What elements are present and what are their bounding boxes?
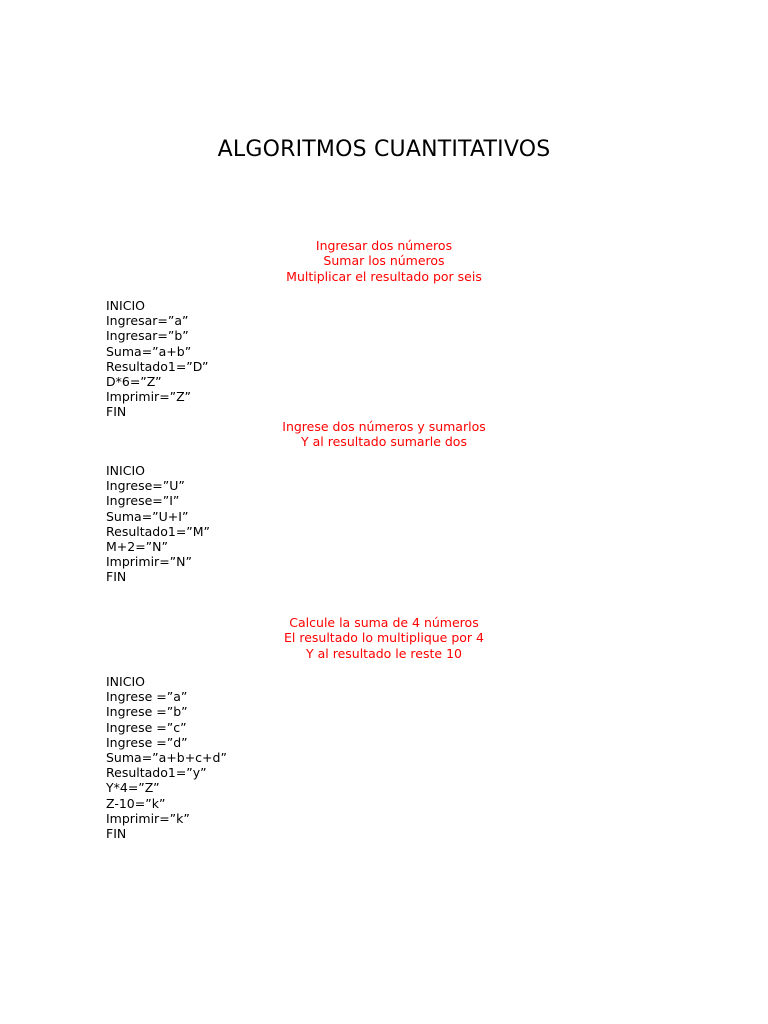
algorithm-line: Ingrese =”c”	[106, 719, 187, 735]
prompt-line: Calcule la suma de 4 números	[289, 615, 479, 630]
prompt-line: Y al resultado le reste 10	[306, 645, 462, 661]
algorithm-line: INICIO	[106, 298, 145, 313]
algorithm-line: Imprimir=”Z”	[106, 389, 191, 405]
algorithm-line: Resultado1=”y”	[106, 765, 207, 781]
section-1-prompt	[0, 238, 768, 284]
section-2-prompt	[0, 419, 768, 450]
section-3-algorithm	[106, 674, 227, 841]
prompt-line: Ingresar dos números	[315, 238, 453, 253]
algorithm-line: Imprimir=”k”	[106, 810, 190, 826]
prompt-line: Y al resultado sumarle dos	[301, 434, 467, 450]
algorithm-line: FIN	[106, 826, 127, 842]
section-2-algorithm	[106, 463, 210, 585]
algorithm-line: INICIO	[106, 674, 145, 689]
algorithm-line: Suma=”a+b”	[106, 343, 192, 359]
algorithm-line: Z-10=”k”	[106, 795, 166, 811]
algorithm-line: Resultado1=”M”	[106, 523, 211, 539]
algorithm-line: Imprimir=”N”	[106, 554, 192, 570]
algorithm-line: INICIO	[106, 463, 145, 478]
algorithm-line: FIN	[106, 404, 127, 420]
section-1-algorithm	[106, 298, 209, 420]
algorithm-line: Ingresar=”b”	[106, 328, 189, 344]
algorithm-line: Ingresar=”a”	[106, 313, 189, 329]
algorithm-line: Resultado1=”D”	[106, 358, 209, 374]
algorithm-line: Ingrese=”I”	[106, 493, 180, 509]
prompt-line: Multiplicar el resultado por seis	[286, 268, 482, 284]
algorithm-line: Ingrese=”U”	[106, 478, 185, 494]
algorithm-line: D*6=”Z”	[106, 374, 162, 390]
algorithm-line: M+2=”N”	[106, 539, 168, 555]
prompt-line: Ingrese dos números y sumarlos	[282, 419, 486, 434]
prompt-line: Sumar los números	[323, 253, 445, 269]
algorithm-line: FIN	[106, 569, 127, 585]
algorithm-line: Ingrese =”b”	[106, 704, 188, 720]
algorithm-line: Suma=”a+b+c+d”	[106, 750, 227, 766]
algorithm-line: Ingrese =”a”	[106, 689, 188, 705]
prompt-line: El resultado lo multiplique por 4	[283, 630, 484, 646]
algorithm-line: Ingrese =”d”	[106, 734, 188, 750]
section-3-prompt	[0, 615, 768, 661]
algorithm-line: Suma=”U+I”	[106, 508, 189, 524]
document-title: ALGORITMOS CUANTITATIVOS	[217, 137, 551, 162]
algorithm-line: Y*4=”Z”	[106, 780, 160, 796]
